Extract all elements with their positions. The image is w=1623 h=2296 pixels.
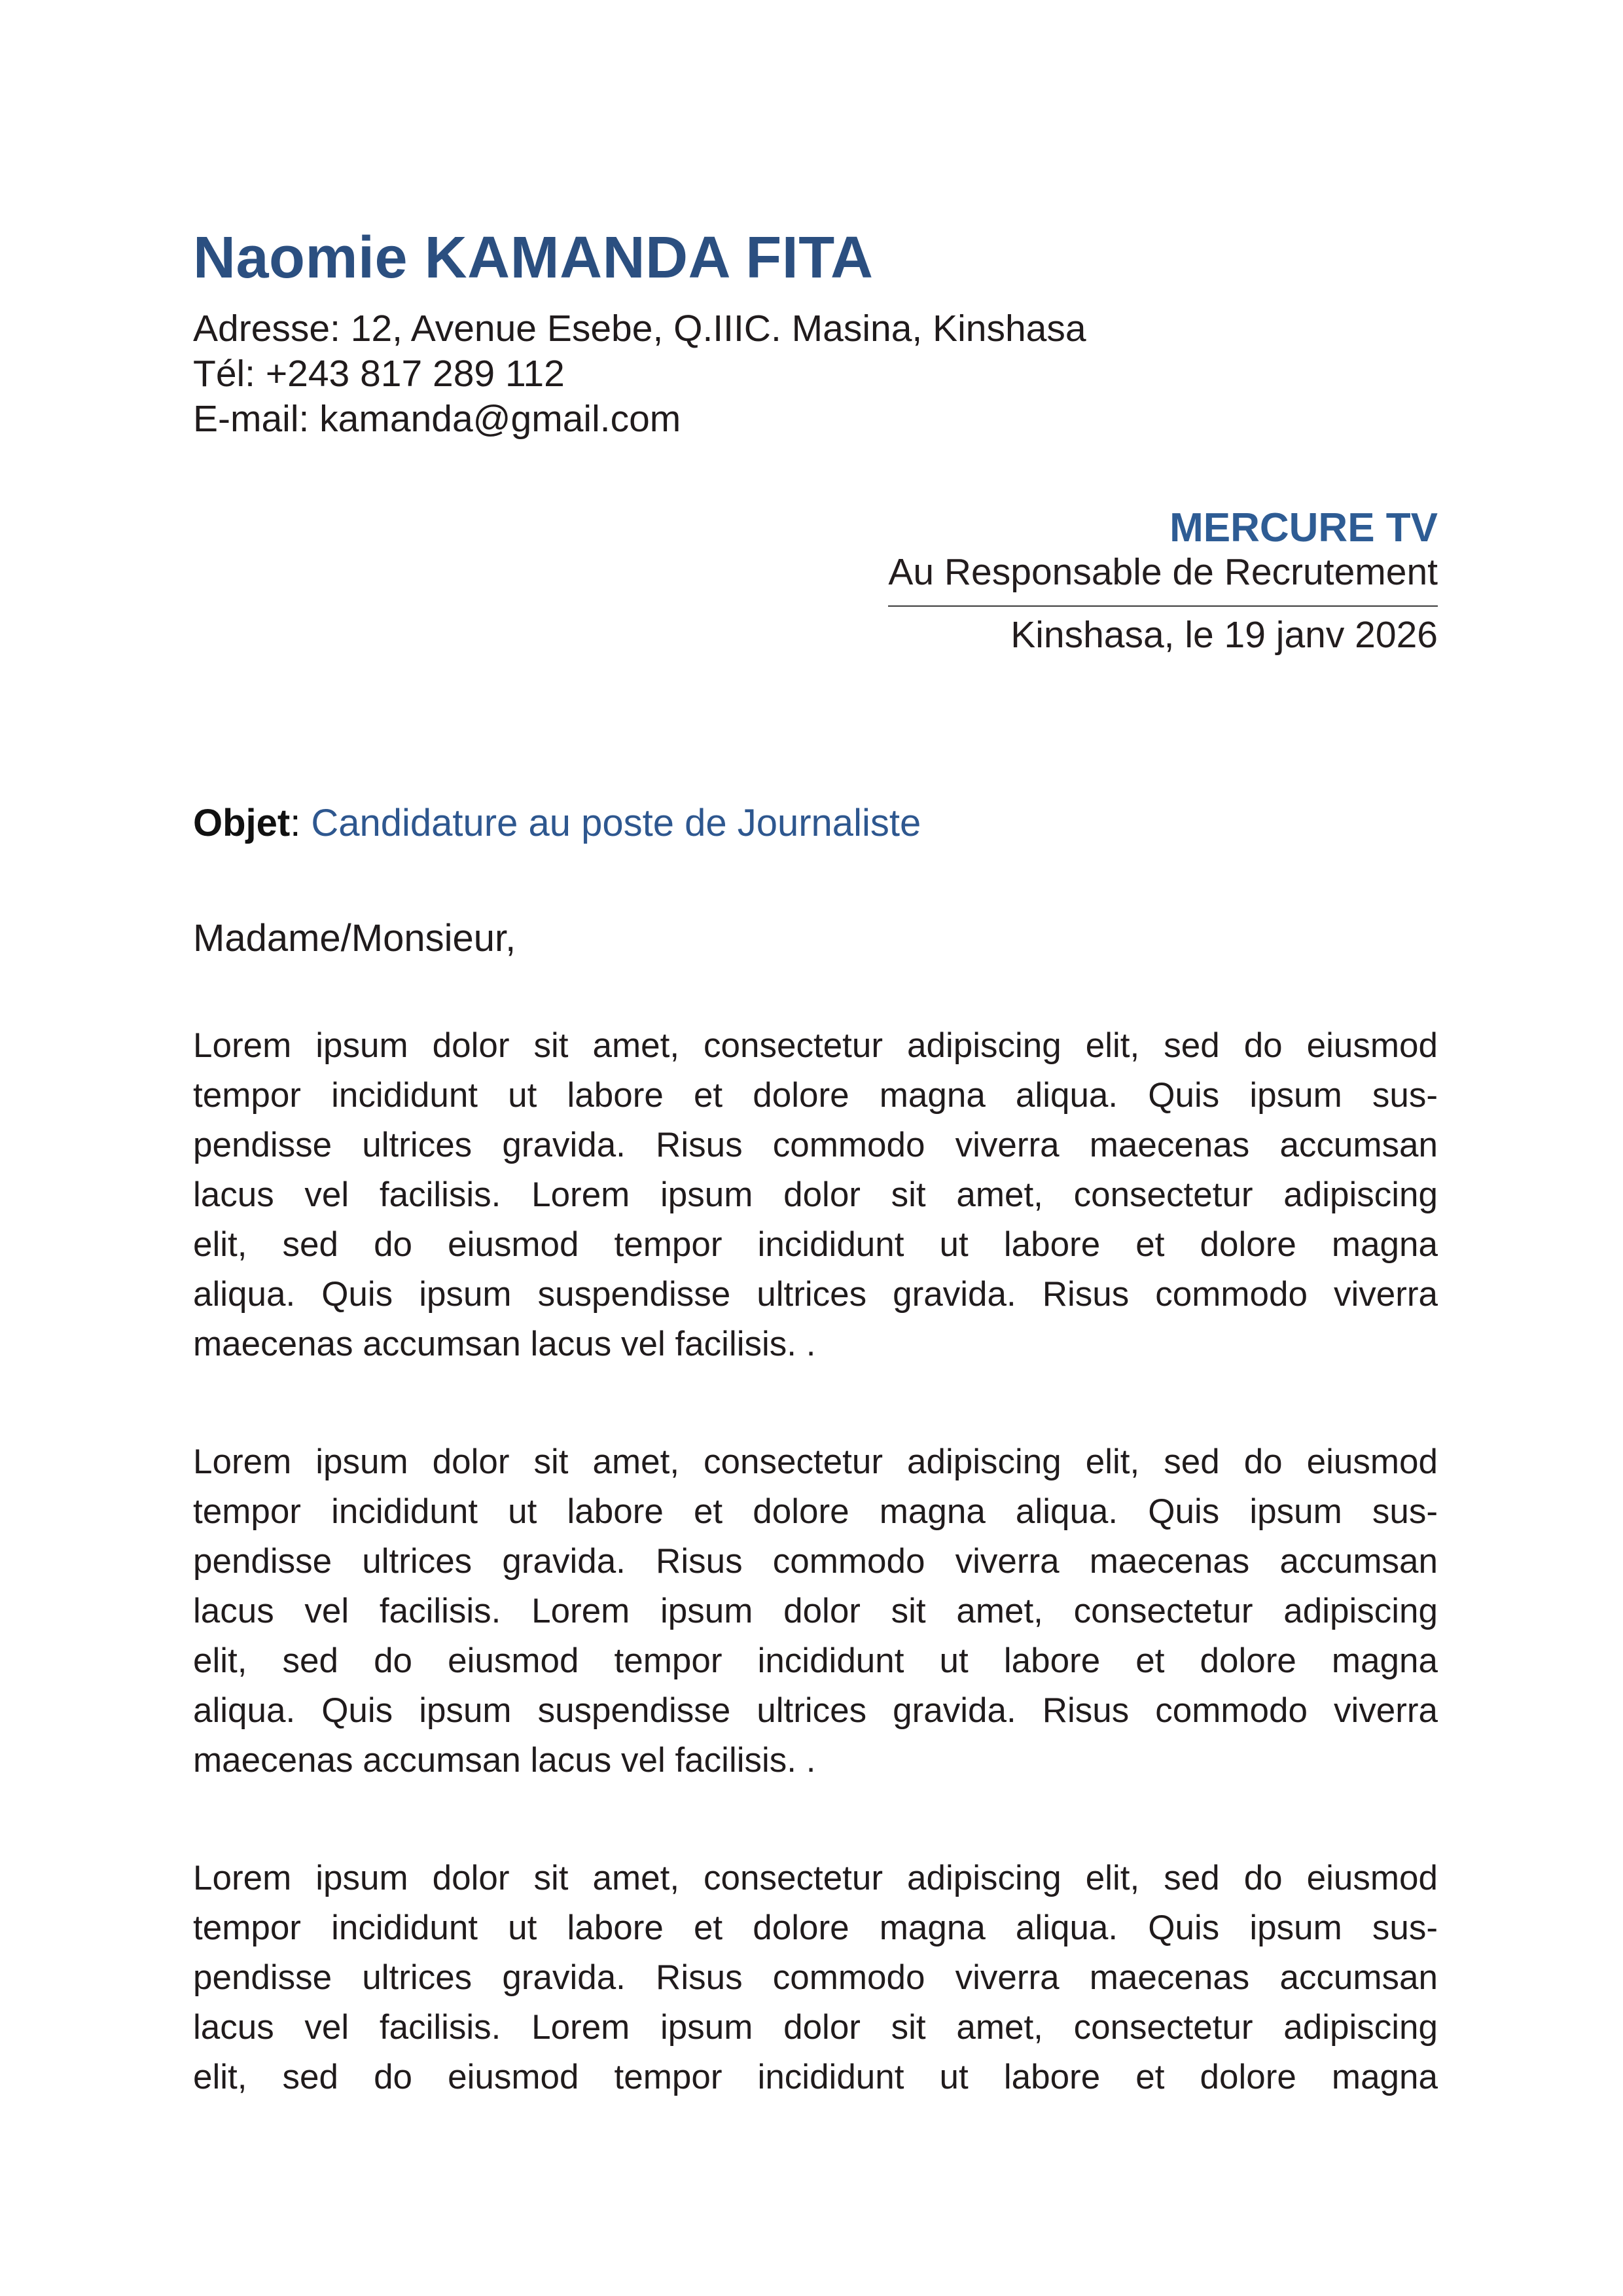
body-paragraph	[193, 1021, 1438, 1369]
body-line: tempor incididunt ut labore et dolore magna aliqua. Quis ipsum sus-	[193, 1076, 1438, 1115]
letter-body	[193, 1021, 1438, 2102]
body-line: elit, sed do eiusmod tempor incididunt ut labore et dolore magna	[193, 1641, 1438, 1680]
subject-line	[193, 802, 1438, 844]
recipient-block-wrap	[193, 506, 1438, 655]
letter-date: Kinshasa, le 19 janv 2026	[1010, 614, 1438, 656]
body-line: aliqua. Quis ipsum suspendisse ultrices gravida. Risus commodo viverra	[193, 1691, 1438, 1730]
body-line: aliqua. Quis ipsum suspendisse ultrices gravida. Risus commodo viverra	[193, 1275, 1438, 1314]
recipient-attention: Au Responsable de Recrutement	[888, 551, 1438, 593]
recipient-block	[888, 506, 1438, 655]
body-line: lacus vel facilisis. Lorem ipsum dolor sit amet, consectetur adipiscing	[193, 1592, 1438, 1630]
body-line: Lorem ipsum dolor sit amet, consectetur adipiscing elit, sed do eiusmod	[193, 1026, 1438, 1065]
sender-name: Naomie KAMANDA FITA	[193, 225, 874, 291]
body-line: Lorem ipsum dolor sit amet, consectetur adipiscing elit, sed do eiusmod	[193, 1859, 1438, 1897]
body-line: pendisse ultrices gravida. Risus commodo viverra maecenas accumsan	[193, 1958, 1438, 1997]
body-line: Lorem ipsum dolor sit amet, consectetur adipiscing elit, sed do eiusmod	[193, 1443, 1438, 1481]
body-line: elit, sed do eiusmod tempor incididunt ut labore et dolore magna	[193, 1225, 1438, 1264]
body-paragraph	[193, 1854, 1438, 2102]
body-line: maecenas accumsan lacus vel facilisis. .	[193, 1741, 816, 1780]
subject-value: Candidature au poste de Journaliste	[311, 802, 921, 844]
sender-address: Adresse: 12, Avenue Esebe, Q.IIIC. Masina, Kinshasa	[193, 308, 1086, 350]
recipient-divider	[888, 605, 1438, 607]
body-line: lacus vel facilisis. Lorem ipsum dolor sit amet, consectetur adipiscing	[193, 1175, 1438, 1214]
body-line: maecenas accumsan lacus vel facilisis. .	[193, 1325, 816, 1363]
body-line: elit, sed do eiusmod tempor incididunt ut labore et dolore magna	[193, 2058, 1438, 2096]
body-line: pendisse ultrices gravida. Risus commodo viverra maecenas accumsan	[193, 1126, 1438, 1164]
sender-email: E-mail: kamanda@gmail.com	[193, 398, 681, 440]
body-line: tempor incididunt ut labore et dolore magna aliqua. Quis ipsum sus-	[193, 1492, 1438, 1531]
body-paragraph	[193, 1437, 1438, 1785]
body-line: tempor incididunt ut labore et dolore magna aliqua. Quis ipsum sus-	[193, 1909, 1438, 1947]
body-line: lacus vel facilisis. Lorem ipsum dolor sit amet, consectetur adipiscing	[193, 2008, 1438, 2047]
subject-separator: :	[290, 802, 301, 844]
recipient-company: MERCURE TV	[1169, 505, 1438, 550]
salutation: Madame/Monsieur,	[193, 917, 516, 960]
subject-label: Objet	[193, 802, 291, 844]
body-line: pendisse ultrices gravida. Risus commodo viverra maecenas accumsan	[193, 1542, 1438, 1581]
sender-details	[193, 306, 1438, 442]
sender-phone: Tél: +243 817 289 112	[193, 353, 565, 395]
